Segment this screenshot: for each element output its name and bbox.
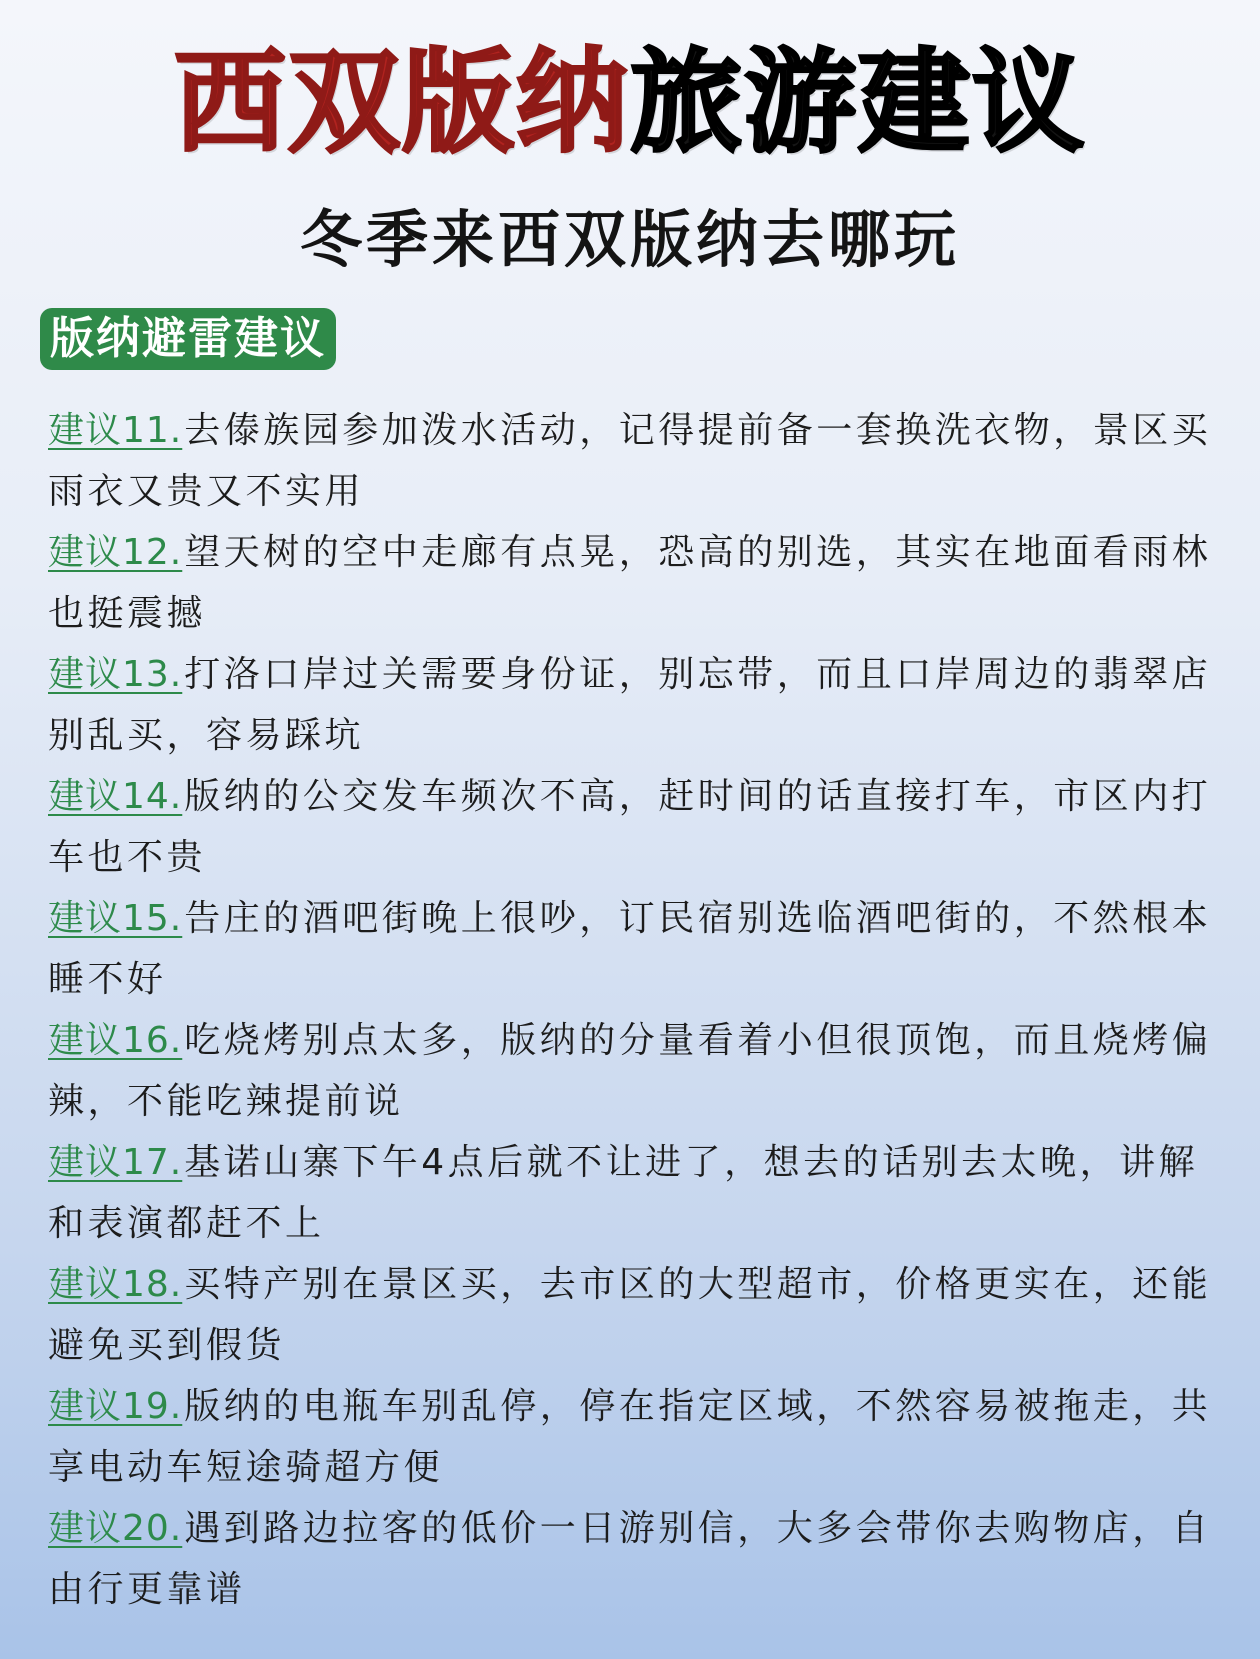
tip-label: 建议17. bbox=[48, 1142, 183, 1183]
tip-label: 建议20. bbox=[48, 1508, 183, 1549]
tip-item-19 bbox=[48, 1376, 1228, 1498]
tip-item-12 bbox=[48, 522, 1228, 644]
tip-item-14 bbox=[48, 766, 1228, 888]
section-heading-badge: 版纳避雷建议 bbox=[40, 308, 336, 370]
tip-text: 版纳的公交发车频次不高，赶时间的话直接打车，市区内打车也不贵 bbox=[48, 776, 1212, 878]
tip-text: 版纳的电瓶车别乱停，停在指定区域，不然容易被拖走，共享电动车短途骑超方便 bbox=[48, 1386, 1212, 1488]
tip-label: 建议18. bbox=[48, 1264, 183, 1305]
tips-list bbox=[48, 400, 1228, 1620]
tip-text: 望天树的空中走廊有点晃，恐高的别选，其实在地面看雨林也挺震撼 bbox=[48, 532, 1212, 634]
tip-item-15 bbox=[48, 888, 1228, 1010]
tip-item-13 bbox=[48, 644, 1228, 766]
tip-label: 建议13. bbox=[48, 654, 183, 695]
tip-text: 吃烧烤别点太多，版纳的分量看着小但很顶饱，而且烧烤偏辣，不能吃辣提前说 bbox=[48, 1020, 1212, 1122]
tip-text: 去傣族园参加泼水活动，记得提前备一套换洗衣物，景区买雨衣又贵又不实用 bbox=[48, 410, 1212, 512]
tip-item-16 bbox=[48, 1010, 1228, 1132]
tip-item-20 bbox=[48, 1498, 1228, 1620]
tip-text: 基诺山寨下午4点后就不让进了，想去的话别去太晚，讲解和表演都赶不上 bbox=[48, 1142, 1199, 1244]
tip-label: 建议11. bbox=[48, 410, 183, 451]
tip-item-17 bbox=[48, 1132, 1228, 1254]
page-subtitle: 冬季来西双版纳去哪玩 bbox=[299, 203, 960, 276]
tip-label: 建议15. bbox=[48, 898, 183, 939]
page-title bbox=[0, 38, 1260, 168]
tip-item-18 bbox=[48, 1254, 1228, 1376]
title-red-part: 西双版纳 bbox=[174, 38, 630, 168]
tip-label: 建议14. bbox=[48, 776, 183, 817]
title-black-part: 旅游建议 bbox=[630, 38, 1086, 168]
tip-text: 买特产别在景区买，去市区的大型超市，价格更实在，还能避免买到假货 bbox=[48, 1264, 1212, 1366]
tip-label: 建议12. bbox=[48, 532, 183, 573]
tip-text: 打洛口岸过关需要身份证，别忘带，而且口岸周边的翡翠店别乱买，容易踩坑 bbox=[48, 654, 1212, 756]
tip-label: 建议19. bbox=[48, 1386, 183, 1427]
tip-label: 建议16. bbox=[48, 1020, 183, 1061]
tip-text: 遇到路边拉客的低价一日游别信，大多会带你去购物店，自由行更靠谱 bbox=[48, 1508, 1212, 1610]
tip-item-11 bbox=[48, 400, 1228, 522]
tip-text: 告庄的酒吧街晚上很吵，订民宿别选临酒吧街的，不然根本睡不好 bbox=[48, 898, 1212, 1000]
